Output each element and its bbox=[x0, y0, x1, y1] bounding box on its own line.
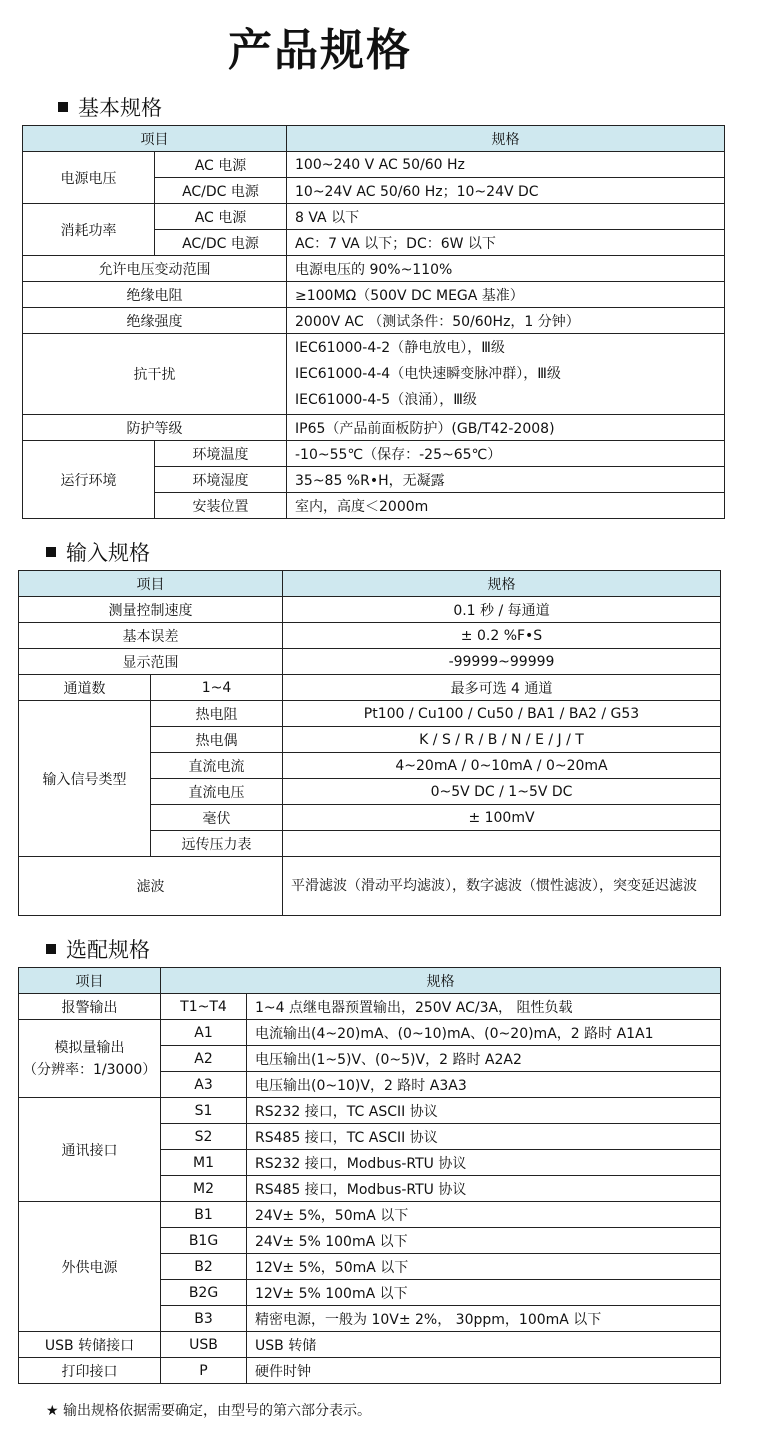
row-label: 基本误差 bbox=[19, 623, 283, 649]
header-spec: 规格 bbox=[283, 571, 721, 597]
spec-value: ± 0.2 %F•S bbox=[283, 623, 721, 649]
spec-value: 0~5V DC / 1~5V DC bbox=[283, 779, 721, 805]
square-bullet-icon bbox=[58, 102, 68, 112]
table-row bbox=[23, 441, 725, 467]
row-label: 运行环境 bbox=[23, 441, 155, 519]
row-label: 抗干扰 bbox=[23, 334, 287, 415]
spec-value: IP65（产品前面板防护）(GB/T42-2008) bbox=[287, 415, 725, 441]
spec-value: -99999~99999 bbox=[283, 649, 721, 675]
table-header-row bbox=[19, 571, 721, 597]
sub-label: AC 电源 bbox=[155, 152, 287, 178]
table-header-row bbox=[19, 968, 721, 994]
table-row bbox=[19, 623, 721, 649]
spec-value: 35~85 %R•H，无凝露 bbox=[287, 467, 725, 493]
section-basic-heading bbox=[58, 92, 162, 122]
section-options-title: 选配规格 bbox=[66, 938, 150, 962]
row-label: 显示范围 bbox=[19, 649, 283, 675]
code: B1G bbox=[161, 1228, 247, 1254]
code: S1 bbox=[161, 1098, 247, 1124]
section-basic-title: 基本规格 bbox=[78, 96, 162, 120]
analog-label: 模拟量输出 bbox=[54, 1039, 125, 1056]
code: B2G bbox=[161, 1280, 247, 1306]
spec-value: 最多可选 4 通道 bbox=[283, 675, 721, 701]
spec-value: 1~4 点继电器预置输出，250V AC/3A， 阻性负载 bbox=[247, 994, 721, 1020]
sub-label: 直流电压 bbox=[151, 779, 283, 805]
spec-value: K / S / R / B / N / E / J / T bbox=[283, 727, 721, 753]
spec-value: 电源电压的 90%~110% bbox=[287, 256, 725, 282]
spec-value: ± 100mV bbox=[283, 805, 721, 831]
sub-label: 安装位置 bbox=[155, 493, 287, 519]
spec-value: 12V± 5% 100mA 以下 bbox=[247, 1280, 721, 1306]
spec-value: 2000V AC （测试条件：50/60Hz，1 分钟） bbox=[287, 308, 725, 334]
table-row bbox=[23, 204, 725, 230]
table-row bbox=[19, 1332, 721, 1358]
row-label: 通讯接口 bbox=[19, 1098, 161, 1202]
table-row bbox=[23, 282, 725, 308]
code: P bbox=[161, 1358, 247, 1384]
table-row bbox=[19, 675, 721, 701]
section-options-heading bbox=[46, 934, 150, 964]
immunity-line: IEC61000-4-4（电快速瞬变脉冲群），Ⅲ级 bbox=[295, 366, 561, 382]
table-row bbox=[23, 308, 725, 334]
spec-value: AC：7 VA 以下；DC：6W 以下 bbox=[287, 230, 725, 256]
sub-label: 环境湿度 bbox=[155, 467, 287, 493]
spec-value: 24V± 5% 100mA 以下 bbox=[247, 1228, 721, 1254]
table-row bbox=[23, 256, 725, 282]
spec-value: 24V± 5%，50mA 以下 bbox=[247, 1202, 721, 1228]
immunity-line: IEC61000-4-2（静电放电），Ⅲ级 bbox=[295, 340, 505, 356]
spec-value: 电流输出(4~20)mA、(0~10)mA、(0~20)mA，2 路时 A1A1 bbox=[247, 1020, 721, 1046]
sub-label: 热电阻 bbox=[151, 701, 283, 727]
table-row bbox=[23, 415, 725, 441]
options-spec-table bbox=[18, 967, 721, 1384]
input-spec-table bbox=[18, 570, 721, 916]
basic-spec-table bbox=[22, 125, 725, 519]
header-spec: 规格 bbox=[287, 126, 725, 152]
analog-note: （分辨率：1/3000） bbox=[23, 1061, 157, 1078]
table-row bbox=[19, 1358, 721, 1384]
header-item: 项目 bbox=[19, 571, 283, 597]
header-item: 项目 bbox=[19, 968, 161, 994]
row-label: 绝缘电阻 bbox=[23, 282, 287, 308]
table-row bbox=[23, 334, 725, 415]
table-row bbox=[19, 701, 721, 727]
sub-label: 热电偶 bbox=[151, 727, 283, 753]
sub-label: AC 电源 bbox=[155, 204, 287, 230]
section-input-title: 输入规格 bbox=[66, 541, 150, 565]
spec-value: 精密电源，一般为 10V± 2%， 30ppm，100mA 以下 bbox=[247, 1306, 721, 1332]
row-label: 测量控制速度 bbox=[19, 597, 283, 623]
spec-value: USB 转储 bbox=[247, 1332, 721, 1358]
row-label: 外供电源 bbox=[19, 1202, 161, 1332]
sub-label: AC/DC 电源 bbox=[155, 178, 287, 204]
spec-value: RS232 接口，Modbus-RTU 协议 bbox=[247, 1150, 721, 1176]
row-label: 报警输出 bbox=[19, 994, 161, 1020]
table-row bbox=[19, 1202, 721, 1228]
table-row bbox=[23, 152, 725, 178]
spec-value: 10~24V AC 50/60 Hz；10~24V DC bbox=[287, 178, 725, 204]
code: M2 bbox=[161, 1176, 247, 1202]
page-title: 产品规格 bbox=[228, 25, 412, 76]
square-bullet-icon bbox=[46, 944, 56, 954]
sub-label: 直流电流 bbox=[151, 753, 283, 779]
immunity-line: IEC61000-4-5（浪涌），Ⅲ级 bbox=[295, 392, 477, 408]
row-label: 滤波 bbox=[19, 857, 283, 916]
code: USB bbox=[161, 1332, 247, 1358]
table-row bbox=[19, 597, 721, 623]
code: B2 bbox=[161, 1254, 247, 1280]
row-label: 通道数 bbox=[19, 675, 151, 701]
spec-value: 硬件时钟 bbox=[247, 1358, 721, 1384]
row-label: USB 转储接口 bbox=[19, 1332, 161, 1358]
section-input-heading bbox=[46, 537, 150, 567]
row-label: 打印接口 bbox=[19, 1358, 161, 1384]
row-label: 允许电压变动范围 bbox=[23, 256, 287, 282]
spec-value: 8 VA 以下 bbox=[287, 204, 725, 230]
spec-value: 平滑滤波（滑动平均滤波），数字滤波（惯性滤波），突变延迟滤波 bbox=[283, 857, 721, 916]
sub-label: 1~4 bbox=[151, 675, 283, 701]
code: A1 bbox=[161, 1020, 247, 1046]
table-row bbox=[19, 1020, 721, 1046]
table-header-row bbox=[23, 126, 725, 152]
spec-value: 电压输出(1~5)V、(0~5)V，2 路时 A2A2 bbox=[247, 1046, 721, 1072]
table-row bbox=[19, 1098, 721, 1124]
header-spec: 规格 bbox=[161, 968, 721, 994]
spec-value: RS232 接口，TC ASCII 协议 bbox=[247, 1098, 721, 1124]
sub-label: 毫伏 bbox=[151, 805, 283, 831]
code: B1 bbox=[161, 1202, 247, 1228]
row-label: 输入信号类型 bbox=[19, 701, 151, 857]
spec-value: 0.1 秒 / 每通道 bbox=[283, 597, 721, 623]
table-row bbox=[19, 857, 721, 916]
table-row bbox=[19, 994, 721, 1020]
code: S2 bbox=[161, 1124, 247, 1150]
row-label-analog bbox=[19, 1020, 161, 1098]
code: A2 bbox=[161, 1046, 247, 1072]
spec-value: 100~240 V AC 50/60 Hz bbox=[287, 152, 725, 178]
row-label: 防护等级 bbox=[23, 415, 287, 441]
spec-value: 4~20mA / 0~10mA / 0~20mA bbox=[283, 753, 721, 779]
row-label: 消耗功率 bbox=[23, 204, 155, 256]
spec-value: ≥100MΩ（500V DC MEGA 基准） bbox=[287, 282, 725, 308]
header-item: 项目 bbox=[23, 126, 287, 152]
sub-label: 环境温度 bbox=[155, 441, 287, 467]
code: M1 bbox=[161, 1150, 247, 1176]
row-label: 绝缘强度 bbox=[23, 308, 287, 334]
spec-value: -10~55℃（保存：-25~65℃） bbox=[287, 441, 725, 467]
spec-value: Pt100 / Cu100 / Cu50 / BA1 / BA2 / G53 bbox=[283, 701, 721, 727]
footnote: ★ 输出规格依据需要确定，由型号的第六部分表示。 bbox=[46, 1403, 371, 1419]
spec-value: 电压输出(0~10)V，2 路时 A3A3 bbox=[247, 1072, 721, 1098]
code: A3 bbox=[161, 1072, 247, 1098]
square-bullet-icon bbox=[46, 547, 56, 557]
spec-value-immunity bbox=[287, 334, 725, 415]
spec-value: 12V± 5%，50mA 以下 bbox=[247, 1254, 721, 1280]
spec-value: RS485 接口，Modbus-RTU 协议 bbox=[247, 1176, 721, 1202]
code: T1~T4 bbox=[161, 994, 247, 1020]
sub-label: 远传压力表 bbox=[151, 831, 283, 857]
row-label: 电源电压 bbox=[23, 152, 155, 204]
spec-value bbox=[283, 831, 721, 857]
code: B3 bbox=[161, 1306, 247, 1332]
sub-label: AC/DC 电源 bbox=[155, 230, 287, 256]
table-row bbox=[19, 649, 721, 675]
spec-value: RS485 接口，TC ASCII 协议 bbox=[247, 1124, 721, 1150]
spec-value: 室内，高度＜2000m bbox=[287, 493, 725, 519]
